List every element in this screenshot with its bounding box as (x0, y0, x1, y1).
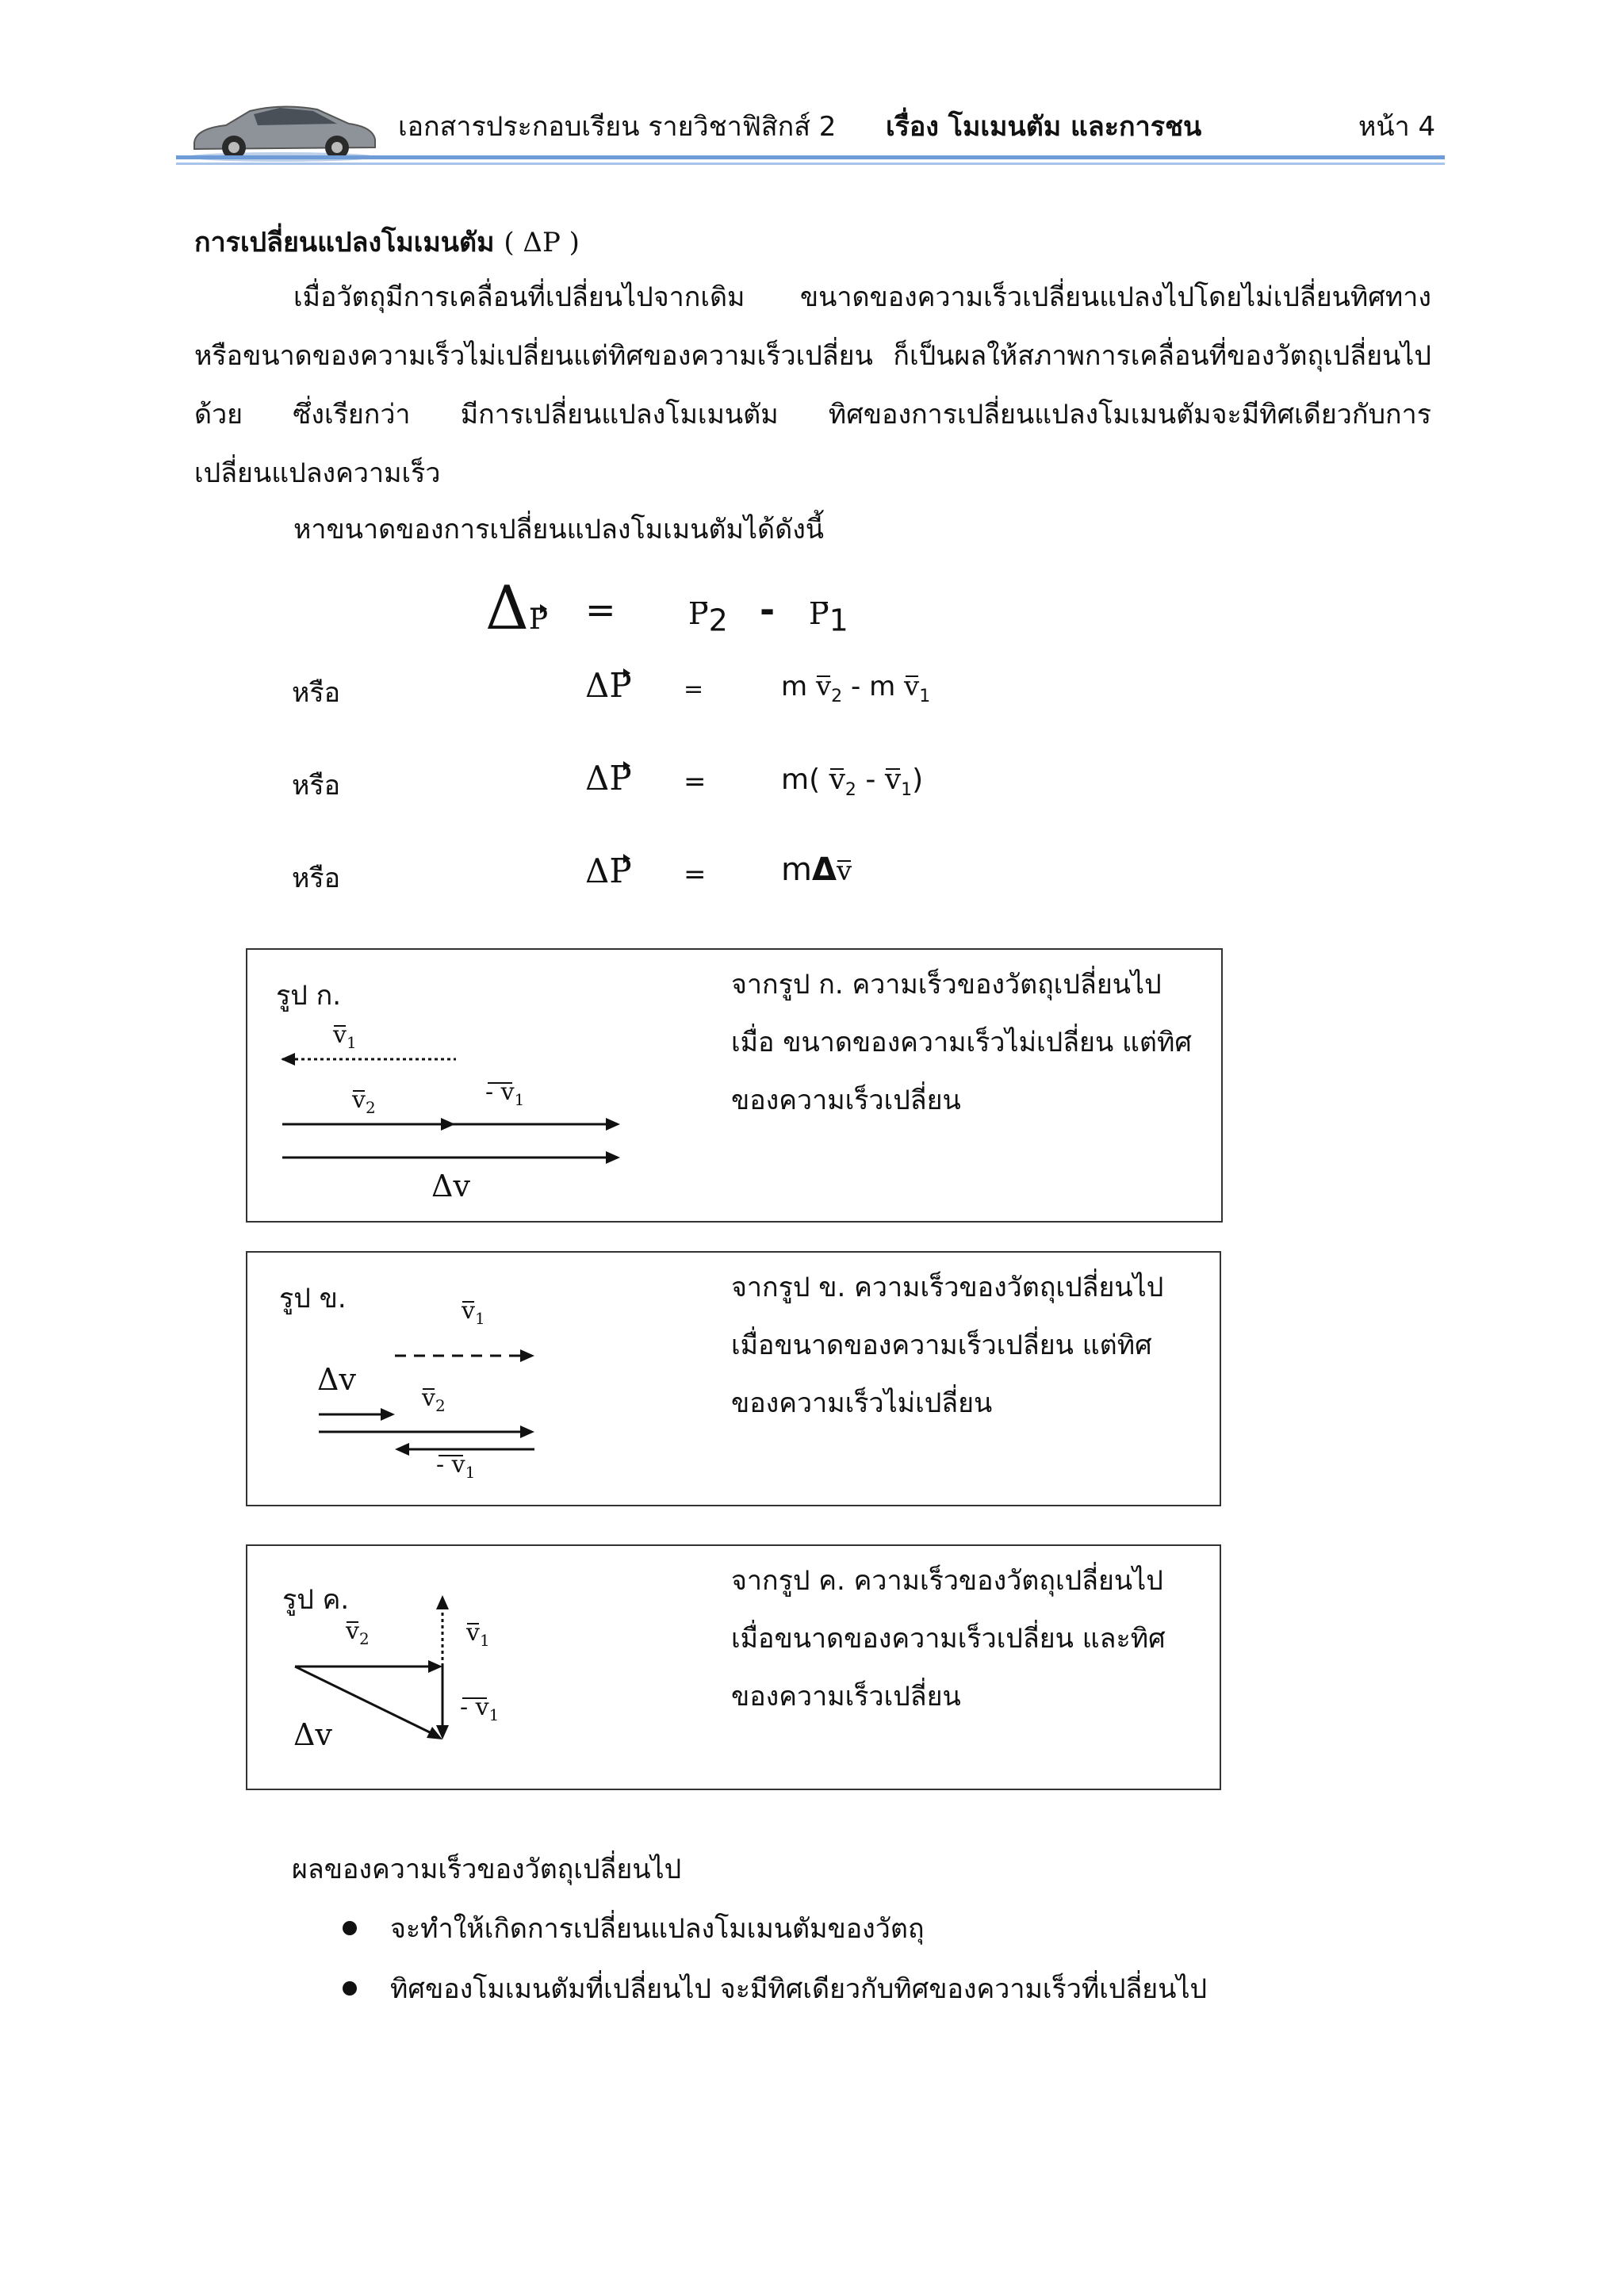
figure-a-line-3: ของความเร็วเปลี่ยน (731, 1085, 961, 1116)
velocity-v1-3: v (884, 763, 902, 796)
results-bullet-1: จะทำให้เกิดการเปลี่ยนแปลงโมเมนตัมของวัตถุ (390, 1913, 925, 1945)
p2-subscript: 2 (708, 603, 728, 638)
figure-c-neg-v1: - v (460, 1693, 489, 1721)
figure-a-v1-label (333, 1021, 357, 1052)
figure-b-neg-v1-sub: 1 (465, 1463, 476, 1482)
figure-b-dv-label: Δv (317, 1362, 356, 1397)
figure-b-v1-label (462, 1297, 485, 1328)
momentum-var: P (528, 603, 549, 636)
mass-4: m (781, 851, 812, 888)
figure-a-line-1: จากรูป ก. ความเร็วของวัตถุเปลี่ยนไป (731, 969, 1162, 1001)
equation-2-rhs (781, 671, 930, 706)
equation-3-rhs (781, 763, 923, 800)
figure-a-v2-sub: 2 (365, 1098, 376, 1117)
section-intro: หาขนาดของการเปลี่ยนแปลงโมเมนตัมได้ดังนี้ (293, 514, 825, 545)
header-doc-title: เอกสารประกอบเรียน รายวิชาฟิสิกส์ 2 (398, 111, 837, 143)
figure-a-v2: v (352, 1086, 366, 1114)
velocity-v2-3: v (829, 763, 845, 796)
figure-c-v1-label (466, 1619, 490, 1650)
figure-c-line-2: เมื่อขนาดของความเร็วเปลี่ยน และทิศ (731, 1623, 1166, 1655)
velocity-v1-sub: 1 (919, 686, 931, 706)
figure-b-box (246, 1251, 1221, 1506)
figure-b-neg-v1: - v (436, 1451, 465, 1479)
figure-b-v1: v (462, 1297, 475, 1325)
figure-a-neg-v1-label (485, 1078, 524, 1109)
velocity-4: v (836, 855, 852, 887)
delta-symbol: Δ (485, 572, 529, 643)
or-label-3: หรือ (292, 863, 341, 894)
results-bullet-2: ทิศของโมเมนตัมที่เปลี่ยนไป จะมีทิศเดียวกับทิศของความเร็วที่เปลี่ยนไป (390, 1973, 1208, 2005)
figure-c-dv-label: Δv (293, 1717, 332, 1752)
delta-symbol-2: Δ (585, 666, 610, 705)
mass-2: m (869, 671, 896, 702)
equation-4-rhs (781, 851, 852, 888)
figure-c-v1-sub: 1 (479, 1631, 490, 1650)
figure-a-neg-v1: - v (485, 1078, 515, 1106)
figure-a-dv-label: Δv (431, 1169, 470, 1203)
mass-1: m (781, 671, 808, 702)
velocity-v2: v (815, 671, 832, 702)
header-rule (176, 155, 1445, 159)
or-label-1: หรือ (292, 677, 341, 709)
section-heading-symbol: ( ΔP ) (504, 227, 580, 258)
figure-a-description (731, 956, 1223, 1130)
figure-c-v2-sub: 2 (358, 1629, 370, 1648)
or-label-2: หรือ (292, 770, 341, 802)
equals-2: = (684, 675, 704, 703)
figure-b-description (731, 1259, 1223, 1433)
figure-a-v2-label (352, 1086, 376, 1117)
velocity-v2-sub: 2 (831, 686, 843, 706)
figure-b-v2: v (422, 1384, 435, 1412)
figure-b-label: รูป ข. (279, 1283, 347, 1314)
minus-sign: - (760, 588, 776, 631)
figure-a-v1-sub: 1 (346, 1033, 357, 1052)
equals-3: = (684, 766, 707, 798)
delta-symbol-4: Δ (585, 851, 610, 890)
delta-v-symbol: Δ (811, 851, 837, 888)
mass-open-paren: m( (781, 763, 821, 796)
close-paren: ) (912, 763, 924, 796)
figure-c-line-1: จากรูป ค. ความเร็วของวัตถุเปลี่ยนไป (731, 1565, 1163, 1597)
section-heading-text: การเปลี่ยนแปลงโมเมนตัม (194, 227, 495, 258)
figure-c-v2-label (346, 1617, 370, 1648)
p2-symbol: P (688, 596, 709, 631)
p2-term (688, 596, 728, 638)
minus-3: - (865, 763, 876, 796)
delta-symbol-3: Δ (585, 759, 610, 798)
velocity-v1-sub-3: 1 (901, 780, 913, 801)
p1-subscript: 1 (829, 603, 848, 638)
figure-c-neg-v1-label (460, 1693, 499, 1724)
equation-main (485, 572, 548, 643)
figure-c-v1: v (466, 1619, 480, 1647)
equation-2-lhs (585, 666, 632, 705)
p1-symbol: P (809, 596, 829, 631)
header-page-number: หน้า 4 (1358, 111, 1436, 143)
header-topic: เรื่อง โมเมนตัม และการชน (886, 111, 1202, 143)
momentum-var-4: P (609, 851, 632, 890)
equals-sign: = (585, 588, 616, 631)
figure-b-neg-v1-label (436, 1451, 475, 1482)
figure-b-v1-sub: 1 (474, 1309, 485, 1328)
minus-2: - (850, 671, 861, 702)
figure-a-line-2: เมื่อ ขนาดของความเร็วไม่เปลี่ยน แต่ทิศ (731, 1027, 1193, 1058)
figure-c-neg-v1-sub: 1 (488, 1705, 500, 1724)
momentum-var-2: P (609, 666, 632, 705)
figure-b-line-3: ของความเร็วไม่เปลี่ยน (731, 1387, 993, 1419)
figure-a-neg-v1-sub: 1 (514, 1090, 525, 1109)
figure-b-v2-label (422, 1384, 446, 1415)
figure-c-v2: v (346, 1617, 359, 1645)
velocity-v1: v (904, 671, 920, 702)
results-title: ผลของความเร็วของวัตถุเปลี่ยนไป (292, 1854, 682, 1885)
figure-a-v1: v (333, 1021, 347, 1049)
equation-4-lhs (585, 851, 632, 890)
figure-a-box (246, 948, 1223, 1223)
momentum-var-3: P (609, 759, 632, 798)
header-rule-light (176, 163, 1445, 165)
figure-b-line-2: เมื่อขนาดของความเร็วเปลี่ยน แต่ทิศ (731, 1330, 1152, 1361)
figure-c-description (731, 1552, 1223, 1726)
equation-3-lhs (585, 759, 632, 798)
equals-4: = (684, 859, 707, 890)
header-car-logo (178, 94, 385, 165)
figure-b-v2-sub: 2 (435, 1396, 446, 1415)
bullet-1 (343, 1921, 357, 1935)
figure-c-label: รูป ค. (282, 1584, 350, 1616)
p1-term (809, 596, 848, 638)
figure-c-box (246, 1544, 1221, 1790)
figure-c-line-3: ของความเร็วเปลี่ยน (731, 1681, 961, 1712)
bullet-2 (343, 1981, 357, 1996)
section-heading (194, 220, 580, 263)
velocity-v2-sub-3: 2 (845, 780, 856, 801)
figure-a-label: รูป ก. (276, 980, 342, 1012)
figure-b-line-1: จากรูป ข. ความเร็วของวัตถุเปลี่ยนไป (731, 1272, 1164, 1303)
section-paragraph: เมื่อวัตถุมีการเคลื่อนที่เปลี่ยนไปจากเดิม ขนาดของความเร็วเปลี่ยนแปลงไปโดยไม่เปลี่ยนทิศทาง หรือขนาดของความเร็วไม่เปลี่ยนแต่ทิศของความเร็วเปลี่ยน ก็เป็นผลให้สภาพการเคลื่อนที่ของวัตถุเปลี่ยนไปด้วย ซึ่งเรียกว่า มีการเปลี่ยนแปลงโมเมนตัม ทิศของการเปลี่ยนแปลงโมเมนตัมจะมีทิศเดียวกับการเปลี่ยนแปลงความเร็ว (194, 281, 1431, 489)
